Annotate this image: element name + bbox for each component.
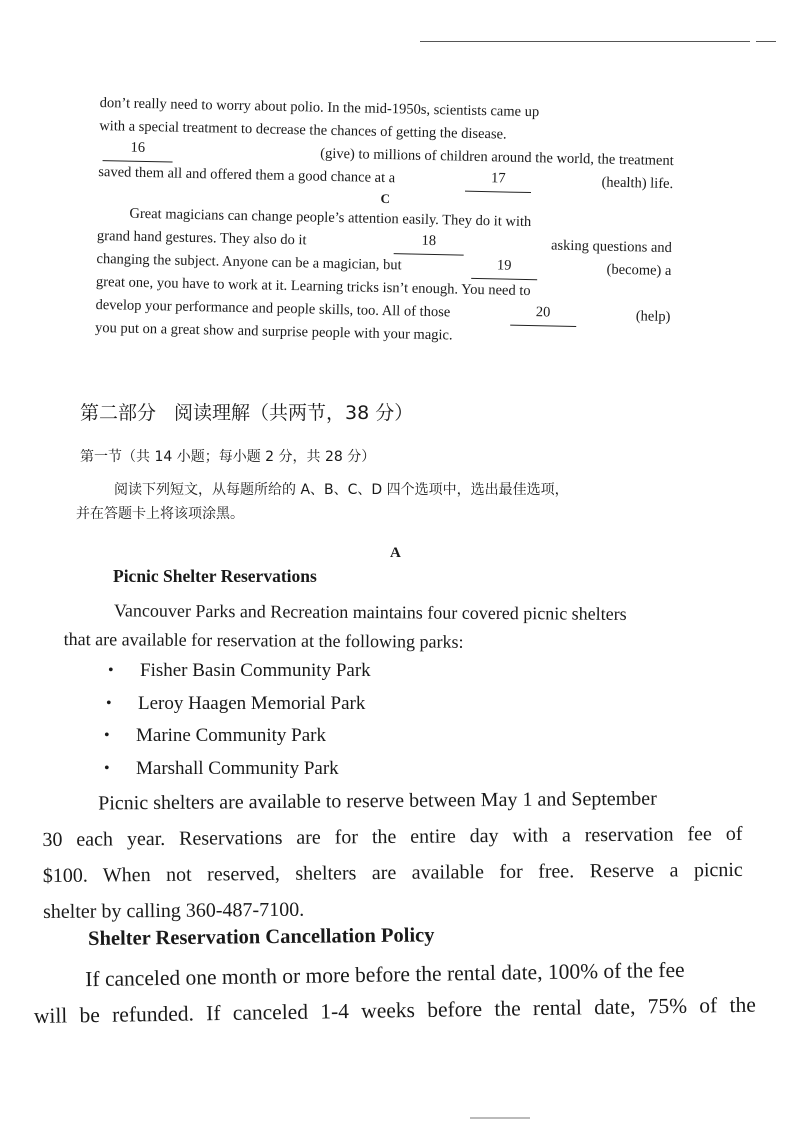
part-title: 阅读理解（共两节，38 分） xyxy=(174,402,414,424)
policy-heading: Shelter Reservation Cancellation Policy xyxy=(88,924,435,950)
bullet-icon: • xyxy=(104,759,110,777)
availability-paragraph: Picnic shelters are available to reserve between May 1 and September 30 each year. Reservations are for the entire day with a reservation fee of $100. When not reserved, shelters are available for free. Reserve a picnic shelter by calling 360-487-7100. xyxy=(42,787,743,923)
part-heading xyxy=(80,398,431,425)
text-line: with a special treatment to decrease the chances of getting the disease. xyxy=(99,117,507,143)
list-item: • Marine Community Park xyxy=(104,725,326,747)
scan-artifact xyxy=(470,1117,530,1119)
park-list xyxy=(104,655,371,785)
header-rule xyxy=(420,41,750,42)
text-line: don’t really need to worry about polio. In the mid-1950s, scientists came up xyxy=(99,94,540,121)
text-line: grand hand gestures. They also do it 18 asking questions and xyxy=(96,227,673,257)
blank-16[interactable]: 16 xyxy=(103,138,173,162)
text-line: great one, you have to work at it. Learning tricks isn’t enough. You need to xyxy=(95,273,531,300)
instructions: 阅读下列短文，从每题所给的 A、B、C、D 四个选项中，选出最佳选项， 并在答题卡上将该项涂黑。 xyxy=(76,482,569,522)
list-item: • Leroy Haagen Memorial Park xyxy=(106,692,366,714)
section-heading: 第一节（共 14 小题；每小题 2 分，共 28 分） xyxy=(80,449,376,465)
intro-paragraph: Vancouver Parks and Recreation maintains four covered picnic shelters that are available for reservation at the following parks: xyxy=(63,600,627,652)
text-line: saved them all and offered them a good chance at a 17 (health) life. xyxy=(98,163,674,193)
text-line: you put on a great show and surprise people with your magic. xyxy=(94,319,453,344)
passage-letter-c: C xyxy=(380,190,391,207)
list-item: • Fisher Basin Community Park xyxy=(108,660,371,682)
part-name: 第二部分 xyxy=(80,402,157,424)
text-line: Great magicians can change people’s attention easily. They do it with xyxy=(129,205,532,231)
blank-17[interactable]: 17 xyxy=(465,169,531,193)
text-line: changing the subject. Anyone can be a magician, but 19 (become) a xyxy=(96,250,672,280)
bullet-icon: • xyxy=(104,727,110,745)
text-line: 16 (give) to millions of children around the world, the treatment xyxy=(99,138,674,173)
policy-paragraph: If canceled one month or more before the rental date, 100% of the fee will be refunded. If canceled 1-4 weeks before the rental date, 75% of the xyxy=(33,957,756,1028)
blank-19[interactable]: 19 xyxy=(471,256,537,280)
passage-letter-a: A xyxy=(390,545,401,561)
bullet-icon: • xyxy=(106,694,112,712)
passage-title: Picnic Shelter Reservations xyxy=(113,566,317,586)
bullet-icon: • xyxy=(108,662,114,680)
header-rule-short xyxy=(756,41,776,42)
previous-passage xyxy=(95,92,675,352)
text-line: develop your performance and people skills, too. All of those 20 (help) xyxy=(95,294,670,329)
blank-18[interactable]: 18 xyxy=(394,231,464,255)
blank-20[interactable]: 20 xyxy=(510,303,576,327)
list-item: • Marshall Community Park xyxy=(104,757,339,779)
